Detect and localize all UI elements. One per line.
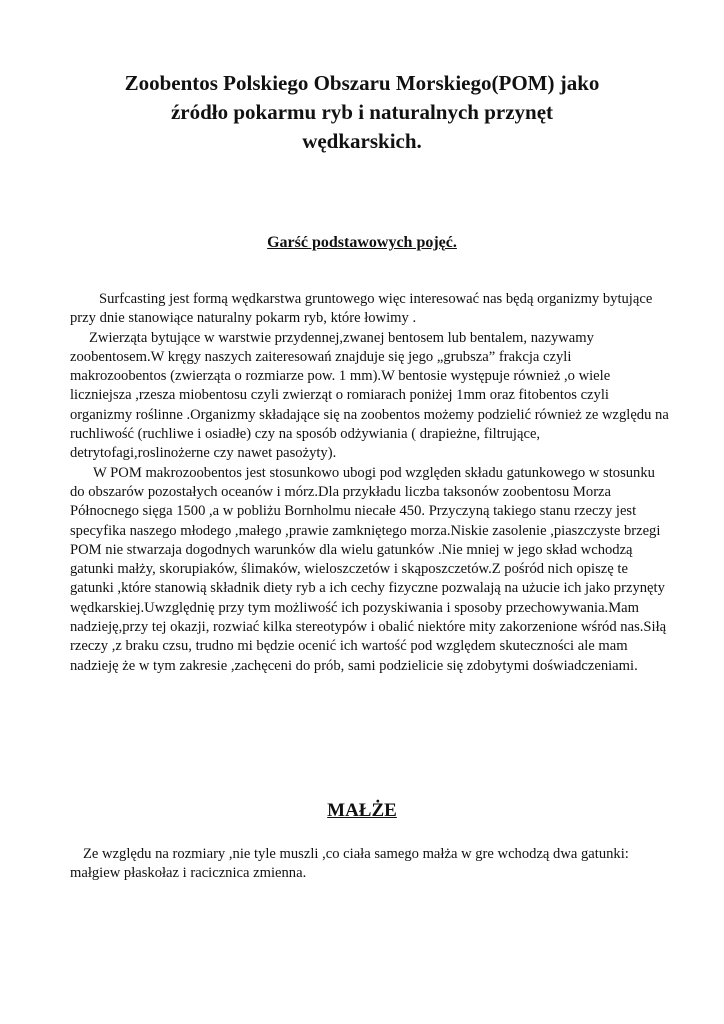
document-title bbox=[60, 69, 664, 156]
title-line: Zoobentos Polskiego Obszaru Morskiego(POM) jako bbox=[124, 71, 600, 95]
paragraph: Zwierząta bytujące w warstwie przydennej,zwanej bentosem lub bentalem, nazywamy zoobentosem.W kręgy naszych zaiteresowań znajduje się jego „grubsza” frakcja czyli makrozoobentos (zwierząta o rozmiarze pow. 1 mm).W bentosie występuje również ,o wiele liczniejsza ,rzesza miobentosu czyli zwierząt o romiarach poniżej 1mm oraz fitobentos czyli organizmy roślinne .Organizmy składające się na zoobentos możemy podzielić również ze względu na ruchliwość (ruchliwe i osiadłe) czy na sposób odżywiania ( drapieżne, filtrujące, detrytofagi,roslinożerne czy nawet pasożyty). bbox=[70, 329, 669, 462]
paragraph: W POM makrozoobentos jest stosunkowo ubogi pod względen składu gatunkowego w stosunku do obszarów pozostałych oceanów i mórz.Dla przykładu liczba taksonów zoobentosu Morza Północnego sięga 1500 ,a w pobliżu Bornholmu niecałe 450. Przyczyną takiego stanu rzeczy jest specyfika naszego młodego ,małego ,prawie zamkniętego morza.Niskie zasolenie ,piaszczyste brzegi POM nie stwarzaja dogodnych warunków dla wielu gatunków .Nie mniej w jego skład wchodzą gatunki małży, skorupiaków, ślimaków, wieloszczetów i skąposzczetów.Z pośród nich opiszę te gatunki ,które stanowią składnik diety ryb a ich cechy fizyczne pozwalają na użucie ich jako przynęty wędkarskiej.Uwzględnię przy tym możliwość ich pozyskiwania i sposoby przechowywania.Mam nadzieję,przy tej okazji, rozwiać kilka stereotypów i obalić niektóre mity zakorzenione wśród nas.Siłą rzeczy ,z braku czsu, trudno mi będzie ocenić ich wartość pod względem skuteczności ale mam nadzieję że w tym zakresie ,zachęceni do prób, sami podzielicie się zdobytymi doświadczeniami. bbox=[70, 464, 667, 674]
section-heading-mussels: MAŁŻE bbox=[327, 800, 397, 821]
section-body-basic-concepts bbox=[70, 290, 670, 676]
title-line: wędkarskich. bbox=[302, 129, 422, 153]
paragraph: Ze względu na rozmiary ,nie tyle muszli ,co ciała samego małża w gre wchodzą dwa gatunki: małgiew płaskołaz i racicznica zmienna. bbox=[70, 846, 629, 882]
paragraph: Surfcasting jest formą wędkarstwa gruntowego więc interesować nas będą organizmy bytujące przy dnie stanowiące naturalny pokarm ryb, które łowimy . bbox=[70, 291, 653, 327]
section-body-mussels bbox=[70, 845, 670, 884]
section-heading-basic-concepts: Garść podstawowych pojęć. bbox=[267, 234, 457, 251]
title-line: źródło pokarmu ryb i naturalnych przynęt bbox=[170, 100, 554, 124]
